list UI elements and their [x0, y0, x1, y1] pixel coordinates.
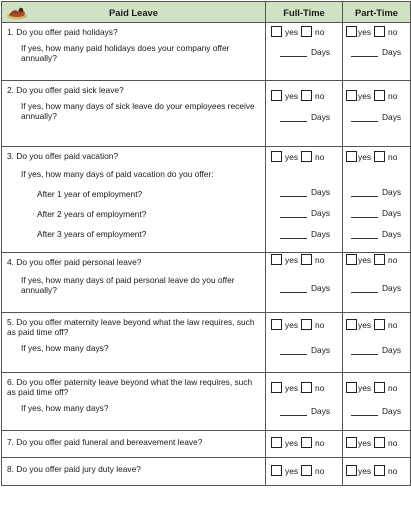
days-label: Days — [311, 229, 331, 239]
yes-no-group — [271, 382, 327, 393]
question-cell — [2, 147, 266, 253]
yes-checkbox[interactable] — [346, 465, 357, 476]
yes-no-group — [271, 437, 327, 448]
days-field — [280, 112, 330, 122]
yes-no-group — [346, 151, 400, 162]
no-label: no — [388, 26, 398, 37]
yes-label: yes — [285, 382, 299, 393]
followup-text: After 3 years of employment? — [37, 229, 147, 239]
yes-label: yes — [358, 465, 372, 476]
followup-text: If yes, how many days? — [21, 343, 109, 353]
yes-no-group — [346, 382, 400, 393]
full-time-answer-cell — [266, 23, 343, 81]
question-text: 8. Do you offer paid jury duty leave? — [7, 464, 141, 474]
no-checkbox[interactable] — [301, 26, 312, 37]
no-label: no — [315, 465, 325, 476]
question-row-bereavement-leave — [2, 431, 411, 458]
yes-label: yes — [358, 254, 372, 265]
yes-label: yes — [285, 254, 299, 265]
days-field-year-3 — [351, 229, 401, 239]
days-input[interactable] — [351, 114, 378, 122]
full-time-column-header: Full-Time — [266, 2, 343, 23]
no-label: no — [315, 382, 325, 393]
days-field-year-3 — [280, 229, 330, 239]
days-field-year-2 — [351, 208, 401, 218]
days-label: Days — [382, 112, 402, 122]
question-text: 3. Do you offer paid vacation? — [7, 151, 119, 161]
days-field — [280, 47, 330, 57]
question-text: 7. Do you offer paid funeral and bereavement leave? — [7, 437, 203, 447]
days-input[interactable] — [351, 189, 378, 197]
no-checkbox[interactable] — [374, 90, 385, 101]
followup-text: After 2 years of employment? — [37, 209, 147, 219]
no-checkbox[interactable] — [301, 319, 312, 330]
yes-checkbox[interactable] — [346, 151, 357, 162]
days-input[interactable] — [351, 347, 378, 355]
days-input[interactable] — [351, 231, 378, 239]
days-field — [351, 406, 401, 416]
question-cell — [2, 81, 266, 147]
yes-label: yes — [285, 437, 299, 448]
yes-no-group — [346, 319, 400, 330]
no-label: no — [315, 254, 325, 265]
full-time-answer-cell — [266, 458, 343, 486]
question-cell — [2, 373, 266, 431]
days-field — [351, 112, 401, 122]
no-checkbox[interactable] — [301, 254, 312, 265]
question-text: 1. Do you offer paid holidays? — [7, 27, 118, 37]
no-checkbox[interactable] — [374, 151, 385, 162]
question-row-holidays — [2, 23, 411, 81]
no-checkbox[interactable] — [374, 319, 385, 330]
yes-label: yes — [358, 382, 372, 393]
days-input[interactable] — [280, 347, 307, 355]
no-label: no — [388, 151, 398, 162]
days-field — [351, 283, 401, 293]
full-time-answer-cell — [266, 81, 343, 147]
question-text: 4. Do you offer paid personal leave? — [7, 257, 142, 267]
part-time-answer-cell — [343, 431, 411, 458]
part-time-column-header: Part-Time — [343, 2, 411, 23]
yes-no-group — [271, 319, 327, 330]
yes-checkbox[interactable] — [346, 254, 357, 265]
days-label: Days — [382, 345, 402, 355]
full-time-answer-cell — [266, 313, 343, 373]
yes-no-group — [346, 465, 400, 476]
cartoon-illustration-icon — [6, 5, 28, 20]
yes-label: yes — [285, 319, 299, 330]
part-time-answer-cell — [343, 373, 411, 431]
no-label: no — [388, 382, 398, 393]
question-row-jury-duty-leave — [2, 458, 411, 486]
no-label: no — [315, 437, 325, 448]
yes-checkbox[interactable] — [271, 151, 282, 162]
part-time-answer-cell — [343, 81, 411, 147]
days-field — [280, 345, 330, 355]
no-checkbox[interactable] — [374, 437, 385, 448]
no-label: no — [315, 319, 325, 330]
no-checkbox[interactable] — [374, 465, 385, 476]
no-checkbox[interactable] — [301, 465, 312, 476]
days-field-year-1 — [280, 187, 330, 197]
days-input[interactable] — [351, 285, 378, 293]
yes-no-group — [271, 254, 327, 265]
followup-text: If yes, how many days? — [21, 403, 109, 413]
full-time-answer-cell — [266, 147, 343, 253]
days-label: Days — [311, 187, 331, 197]
days-input[interactable] — [280, 114, 307, 122]
days-label: Days — [382, 208, 402, 218]
yes-checkbox[interactable] — [271, 90, 282, 101]
no-label: no — [388, 465, 398, 476]
no-checkbox[interactable] — [301, 151, 312, 162]
question-cell — [2, 431, 266, 458]
days-label: Days — [311, 112, 331, 122]
question-cell — [2, 313, 266, 373]
yes-label: yes — [285, 90, 299, 101]
days-label: Days — [311, 208, 331, 218]
yes-checkbox[interactable] — [346, 382, 357, 393]
no-label: no — [315, 26, 325, 37]
days-label: Days — [382, 47, 402, 57]
yes-checkbox[interactable] — [271, 319, 282, 330]
days-field — [280, 283, 330, 293]
yes-checkbox[interactable] — [271, 382, 282, 393]
days-field — [351, 345, 401, 355]
full-time-answer-cell — [266, 431, 343, 458]
days-field-year-1 — [351, 187, 401, 197]
part-time-answer-cell — [343, 23, 411, 81]
no-label: no — [315, 90, 325, 101]
yes-label: yes — [285, 151, 299, 162]
days-label: Days — [311, 406, 331, 416]
yes-no-group — [346, 437, 400, 448]
no-checkbox[interactable] — [301, 437, 312, 448]
full-time-answer-cell — [266, 253, 343, 313]
yes-label: yes — [358, 437, 372, 448]
yes-label: yes — [285, 465, 299, 476]
days-input[interactable] — [351, 210, 378, 218]
question-row-personal-leave — [2, 253, 411, 313]
no-label: no — [388, 254, 398, 265]
followup-text: If yes, how many days of paid personal leave do you offer annually? — [21, 275, 235, 295]
days-label: Days — [311, 345, 331, 355]
yes-label: yes — [358, 26, 372, 37]
days-input[interactable] — [280, 408, 307, 416]
yes-no-group — [346, 90, 400, 101]
no-checkbox[interactable] — [374, 254, 385, 265]
days-input[interactable] — [280, 210, 307, 218]
question-row-maternity-leave — [2, 313, 411, 373]
yes-checkbox[interactable] — [346, 319, 357, 330]
yes-checkbox[interactable] — [346, 437, 357, 448]
days-input[interactable] — [280, 49, 307, 57]
no-checkbox[interactable] — [374, 26, 385, 37]
yes-checkbox[interactable] — [346, 90, 357, 101]
header-row — [2, 2, 411, 23]
no-label: no — [388, 90, 398, 101]
part-time-answer-cell — [343, 147, 411, 253]
question-column-header — [2, 2, 266, 23]
days-label: Days — [382, 406, 402, 416]
days-input[interactable] — [280, 189, 307, 197]
question-cell — [2, 23, 266, 81]
full-time-answer-cell — [266, 373, 343, 431]
followup-text: If yes, how many days of sick leave do your employees receive annually? — [21, 101, 255, 121]
yes-label: yes — [285, 26, 299, 37]
followup-text: If yes, how many days of paid vacation do you offer: — [21, 169, 214, 179]
no-label: no — [388, 319, 398, 330]
days-input[interactable] — [280, 285, 307, 293]
days-input[interactable] — [280, 231, 307, 239]
question-cell — [2, 253, 266, 313]
question-row-sick-leave — [2, 81, 411, 147]
question-column-title: Paid Leave — [109, 6, 158, 18]
no-checkbox[interactable] — [301, 382, 312, 393]
followup-text: After 1 year of employment? — [37, 189, 143, 199]
yes-checkbox[interactable] — [271, 437, 282, 448]
no-label: no — [388, 437, 398, 448]
part-time-answer-cell — [343, 313, 411, 373]
yes-label: yes — [358, 319, 372, 330]
yes-label: yes — [358, 151, 372, 162]
question-cell — [2, 458, 266, 486]
yes-label: yes — [358, 90, 372, 101]
days-label: Days — [382, 229, 402, 239]
yes-no-group — [271, 90, 327, 101]
days-label: Days — [382, 187, 402, 197]
yes-no-group — [346, 26, 400, 37]
yes-no-group — [271, 465, 327, 476]
no-checkbox[interactable] — [301, 90, 312, 101]
yes-checkbox[interactable] — [271, 254, 282, 265]
question-text: 2. Do you offer paid sick leave? — [7, 85, 124, 95]
yes-no-group — [271, 26, 327, 37]
question-text: 6. Do you offer paternity leave beyond what the law requires, such as paid time off? — [7, 377, 253, 397]
question-text: 5. Do you offer maternity leave beyond what the law requires, such as paid time off? — [7, 317, 255, 337]
days-input[interactable] — [351, 408, 378, 416]
question-row-paternity-leave — [2, 373, 411, 431]
yes-checkbox[interactable] — [271, 26, 282, 37]
no-label: no — [315, 151, 325, 162]
days-field — [351, 47, 401, 57]
yes-no-group — [346, 254, 400, 265]
days-field-year-2 — [280, 208, 330, 218]
question-row-vacation — [2, 147, 411, 253]
followup-text: If yes, how many paid holidays does your company offer annually? — [21, 43, 230, 63]
paid-leave-survey-table — [1, 1, 411, 486]
days-label: Days — [311, 47, 331, 57]
yes-checkbox[interactable] — [346, 26, 357, 37]
yes-checkbox[interactable] — [271, 465, 282, 476]
days-label: Days — [382, 283, 402, 293]
yes-no-group — [271, 151, 327, 162]
days-input[interactable] — [351, 49, 378, 57]
no-checkbox[interactable] — [374, 382, 385, 393]
days-field — [280, 406, 330, 416]
part-time-answer-cell — [343, 253, 411, 313]
part-time-answer-cell — [343, 458, 411, 486]
days-label: Days — [311, 283, 331, 293]
